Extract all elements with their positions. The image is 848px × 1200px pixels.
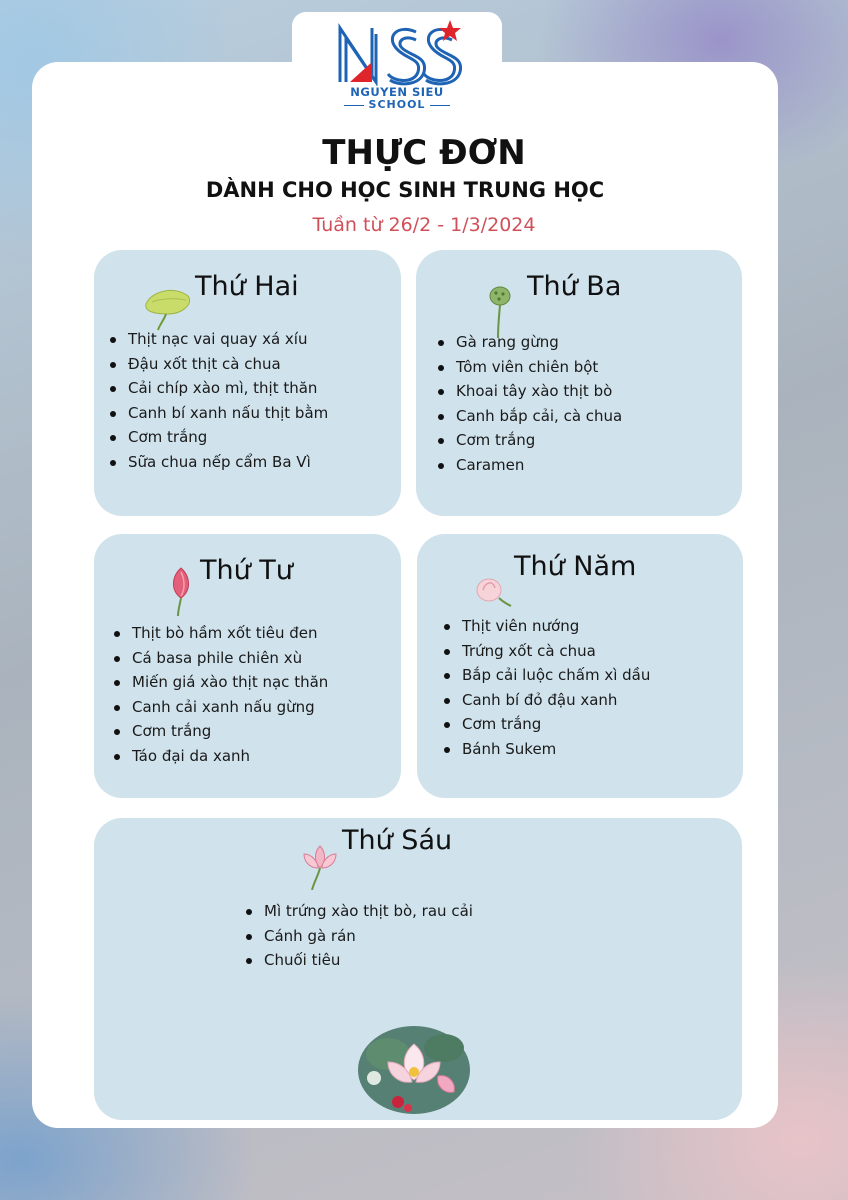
- dish-item: Caramen: [436, 453, 622, 478]
- page-subtitle: DÀNH CHO HỌC SINH TRUNG HỌC: [205, 178, 605, 202]
- dish-item: Trứng xốt cà chua: [442, 639, 650, 664]
- dish-list: [436, 330, 622, 478]
- dish-list: [244, 899, 473, 973]
- school-logo: [292, 16, 502, 128]
- lotus-leaf-icon: [142, 284, 194, 332]
- day-title: Thứ Năm: [514, 551, 637, 582]
- day-title: Thứ Ba: [527, 271, 622, 302]
- day-title: Thứ Hai: [195, 271, 299, 302]
- dish-item: Tôm viên chiên bột: [436, 355, 622, 380]
- dish-item: Thịt bò hầm xốt tiêu đen: [112, 621, 328, 646]
- logo-name: NGUYEN SIEU: [350, 85, 444, 99]
- dish-item: Canh bí đỏ đậu xanh: [442, 688, 650, 713]
- dish-item: Bánh Sukem: [442, 737, 650, 762]
- dish-item: Canh cải xanh nấu gừng: [112, 695, 328, 720]
- dish-item: Thịt nạc vai quay xá xíu: [108, 327, 328, 352]
- lotus-flower-icon: [473, 572, 513, 608]
- dish-list: [112, 621, 328, 769]
- logo-rule-right: [430, 105, 450, 106]
- dish-item: Cánh gà rán: [244, 924, 473, 949]
- logo-rule-left: [344, 105, 364, 106]
- day-card-monday: [94, 250, 401, 516]
- dish-item: Bắp cải luộc chấm xì dầu: [442, 663, 650, 688]
- dish-item: Đậu xốt thịt cà chua: [108, 352, 328, 377]
- dish-item: Táo đại da xanh: [112, 744, 328, 769]
- dish-item: Cơm trắng: [436, 428, 622, 453]
- dish-item: Canh bắp cải, cà chua: [436, 404, 622, 429]
- day-card-tuesday: [416, 250, 742, 516]
- dish-list: [442, 614, 650, 762]
- dish-item: Cơm trắng: [108, 425, 328, 450]
- dish-item: Gà rang gừng: [436, 330, 622, 355]
- week-range: Tuần từ 26/2 - 1/3/2024: [312, 214, 536, 236]
- day-title: Thứ Sáu: [342, 825, 453, 856]
- dish-item: Cơm trắng: [112, 719, 328, 744]
- dish-item: Thịt viên nướng: [442, 614, 650, 639]
- page-title: THỰC ĐƠN: [322, 133, 526, 173]
- dish-item: Miến giá xào thịt nạc thăn: [112, 670, 328, 695]
- dish-list: [108, 327, 328, 475]
- dish-item: Cá basa phile chiên xù: [112, 646, 328, 671]
- day-title: Thứ Tư: [200, 555, 293, 586]
- dish-item: Canh bí xanh nấu thịt bằm: [108, 401, 328, 426]
- day-card-friday: [94, 818, 742, 1120]
- dish-item: Cải chíp xào mì, thịt thăn: [108, 376, 328, 401]
- day-card-thursday: [417, 534, 743, 798]
- logo-school-label: SCHOOL: [368, 98, 426, 111]
- dish-item: Mì trứng xào thịt bò, rau cải: [244, 899, 473, 924]
- lotus-bud-icon: [166, 566, 196, 616]
- dish-item: Cơm trắng: [442, 712, 650, 737]
- dish-item: Khoai tây xào thịt bò: [436, 379, 622, 404]
- nss-logo-icon: [332, 16, 462, 86]
- lotus-blossom-icon: [298, 840, 342, 890]
- dish-item: Sữa chua nếp cẩm Ba Vì: [108, 450, 328, 475]
- logo-school: [292, 99, 502, 111]
- dish-item: Chuối tiêu: [244, 948, 473, 973]
- lotus-bouquet-icon: [352, 1014, 476, 1118]
- day-card-wednesday: [94, 534, 401, 798]
